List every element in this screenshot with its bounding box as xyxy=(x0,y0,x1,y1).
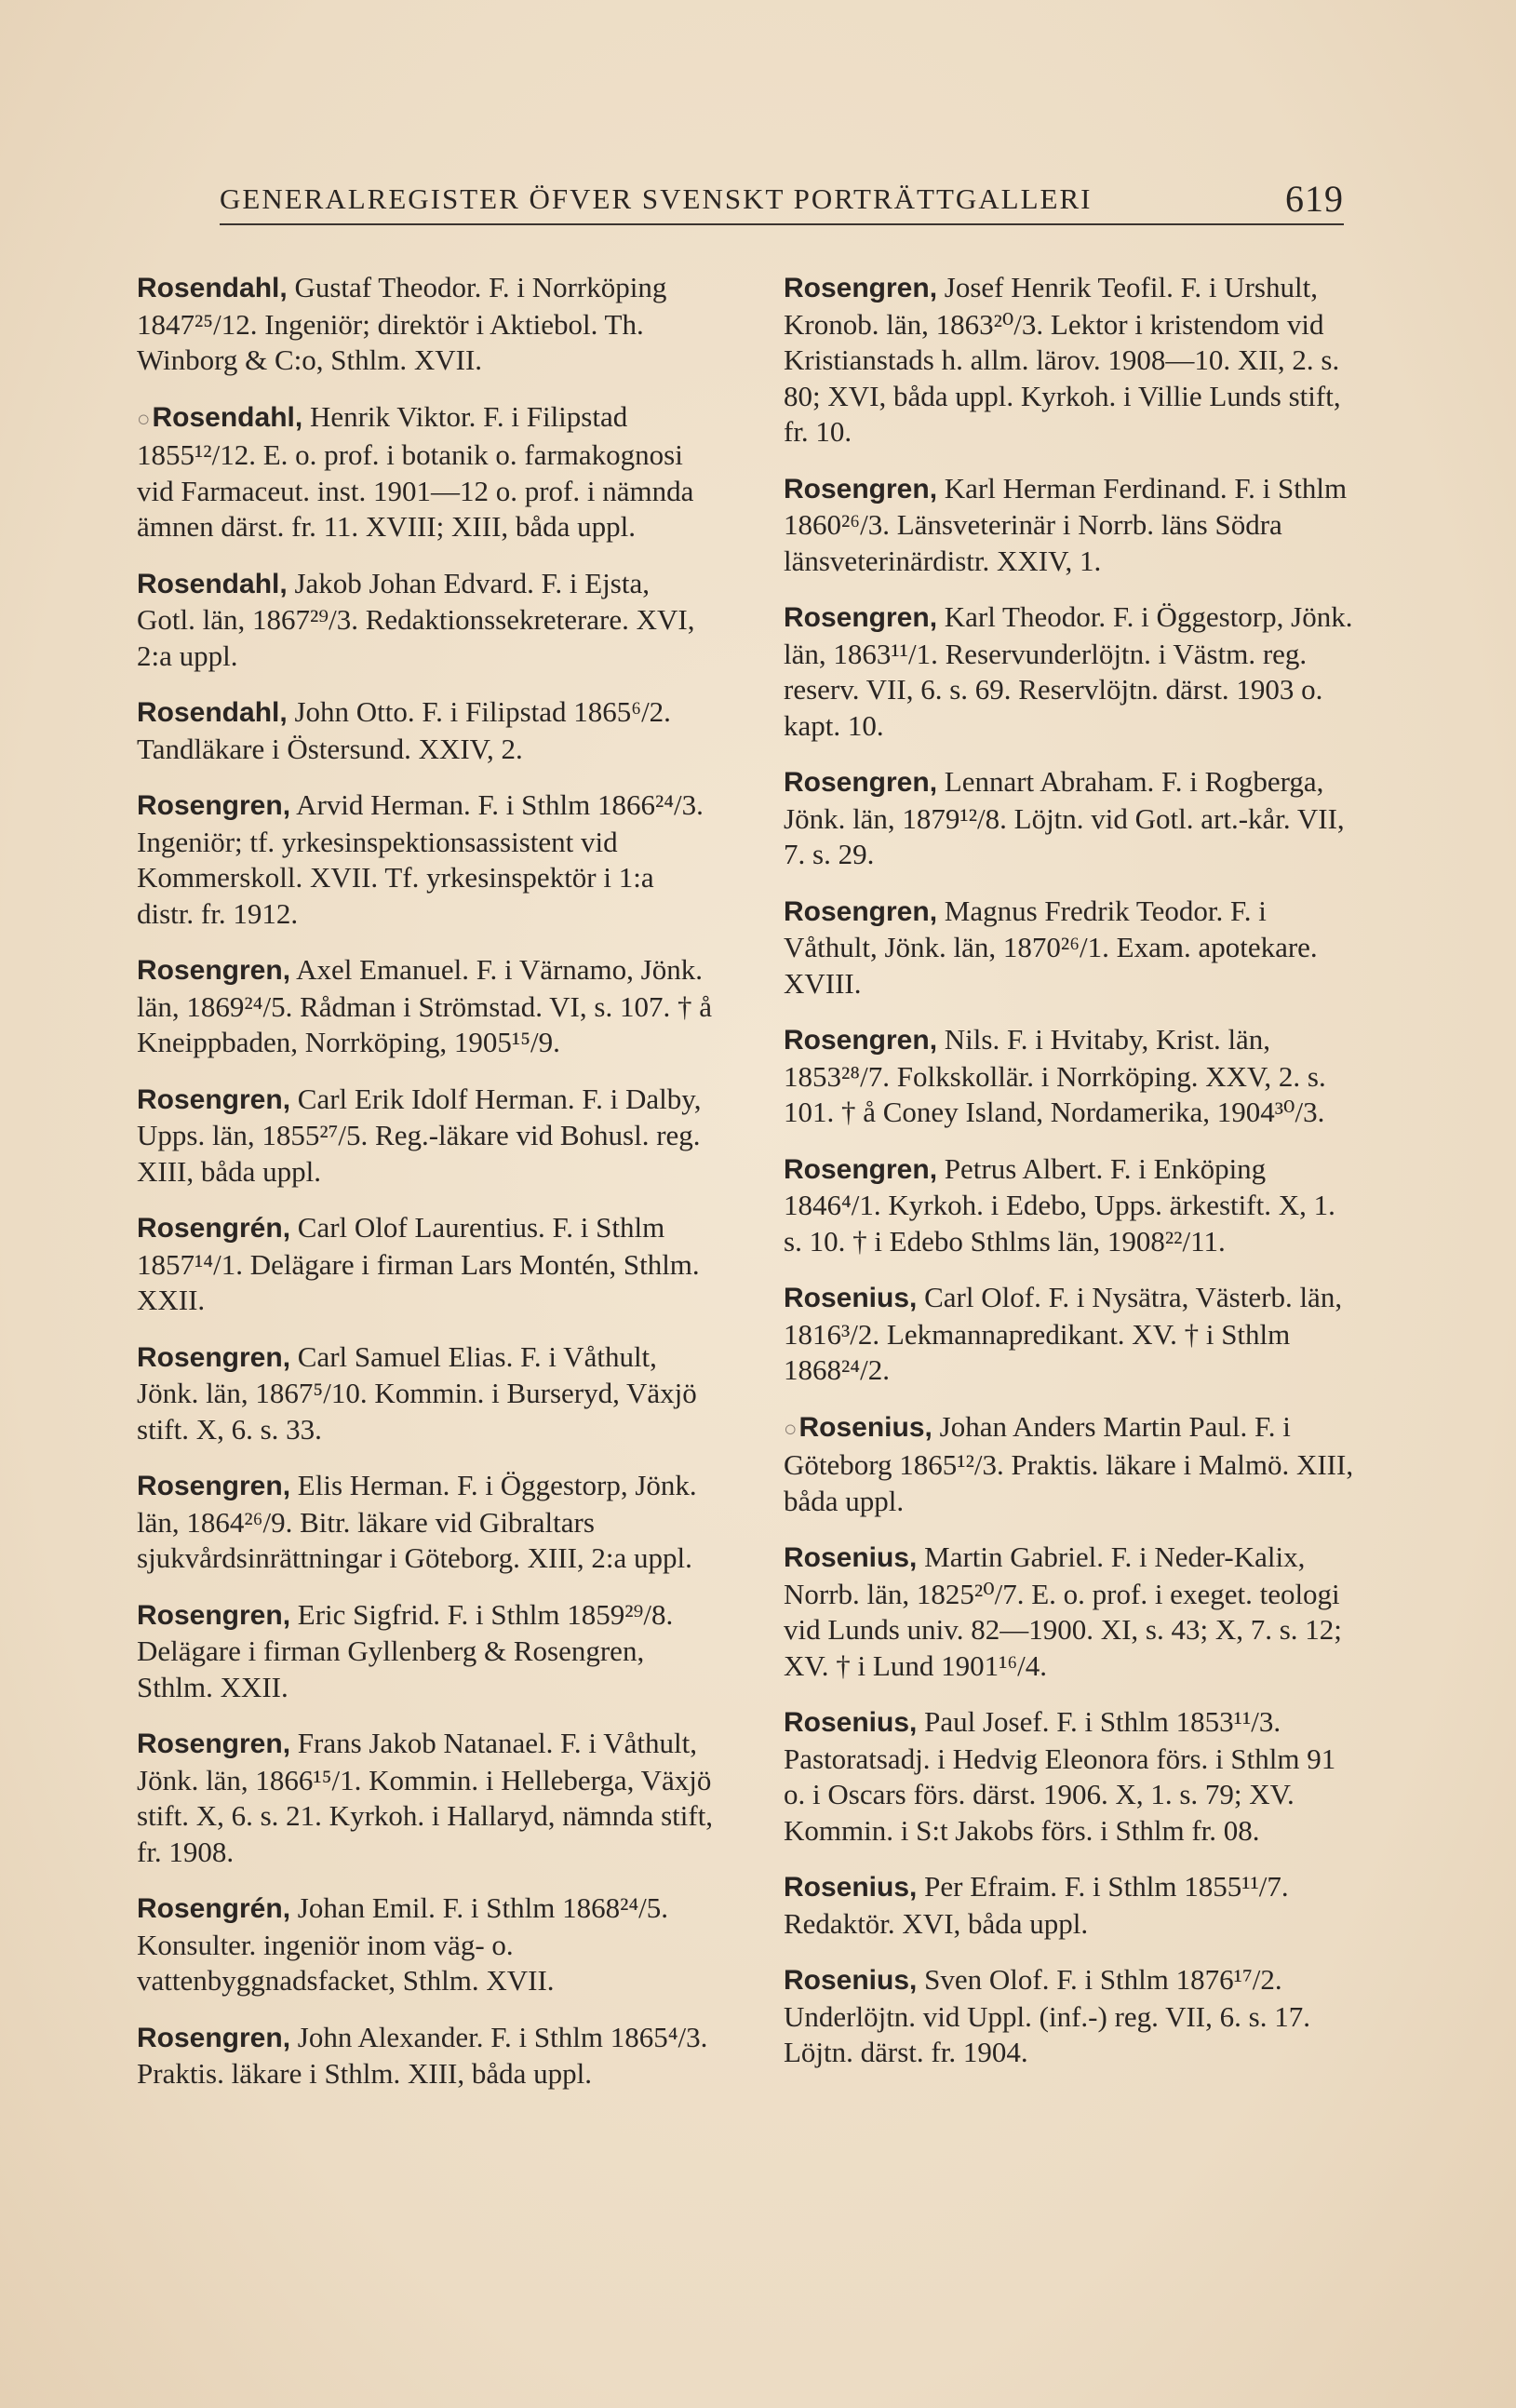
register-entry xyxy=(137,952,714,1061)
entry-surname: Rosengren, xyxy=(137,1083,291,1115)
entry-text: John Otto. F. i Filipstad 1865⁶/2. Tandläkare i Östersund. XXIV, 2. xyxy=(137,695,671,765)
entry-surname: Rosenius, xyxy=(784,1707,918,1738)
entry-text: Karl Theodor. F. i Öggestorp, Jönk. län, 1863¹¹/1. Reservunderlöjtn. i Västm. reg. reserv. VII, 6. s. 69. Reservlöjtn. därst. 1903 o. kapt. 10. xyxy=(784,600,1353,742)
entry-text: Henrik Viktor. F. i Filipstad 1855¹²/12. E. o. prof. i botanik o. farmakognosi vid Farmaceut. inst. 1901—12 o. prof. i nämnda ämnen därst. fr. 11. XVIII; XIII, båda uppl. xyxy=(137,399,694,543)
register-entry xyxy=(784,1869,1361,1942)
register-entry xyxy=(784,764,1361,873)
entry-text: Johan Anders Martin Paul. F. i Göteborg 1865¹²/3. Praktis. läkare i Malmö. XIII, båda uppl. xyxy=(784,1409,1354,1517)
entry-surname: Rosengren, xyxy=(784,895,938,927)
entry-surname: Rosenius, xyxy=(784,1542,918,1573)
entry-surname: Rosengren, xyxy=(137,2022,291,2053)
entry-text: Carl Erik Idolf Herman. F. i Dalby, Upps. län, 1855²⁷/5. Reg.-läkare vid Bohusl. reg. XIII, båda uppl. xyxy=(137,1082,702,1188)
entry-text: Paul Josef. F. i Sthlm 1853¹¹/3. Pastoratsadj. i Hedvig Eleonora förs. i Sthlm 91 o. i Oscars förs. därst. 1906. X, 1. s. 79; XV. Kommin. i S:t Jakobs förs. i Sthlm fr. 08. xyxy=(784,1705,1336,1847)
register-entry xyxy=(137,694,714,767)
entry-text: Petrus Albert. F. i Enköping 1846⁴/1. Kyrkoh. i Edebo, Upps. ärkestift. X, 1. s. 10. † i Edebo Sthlms län, 1908²²/11. xyxy=(784,1151,1335,1258)
register-entry xyxy=(784,599,1361,744)
register-entry xyxy=(784,270,1361,451)
register-entry xyxy=(137,2020,714,2092)
entry-surname: Rosendahl, xyxy=(137,697,288,728)
entry-surname: Rosengrén, xyxy=(137,1893,291,1924)
entry-surname: Rosendahl, xyxy=(137,273,288,303)
entry-text: Elis Herman. F. i Öggestorp, Jönk. län, 1864²⁶/9. Bitr. läkare vid Gibraltars sjukvårdsinrättningar i Göteborg. XIII, 2:a uppl. xyxy=(137,1469,697,1574)
entry-text: Carl Olof Laurentius. F. i Sthlm 1857¹⁴/1. Delägare i firman Lars Montén, Sthlm. XXII. xyxy=(137,1211,700,1316)
entry-text: Arvid Herman. F. i Sthlm 1866²⁴/3. Ingeniör; tf. yrkesinspektionsassistent vid Kommerskoll. XVII. Tf. yrkesinspektör i 1:a distr. fr. 1912. xyxy=(137,788,704,930)
entry-surname: Rosengren, xyxy=(784,1153,938,1185)
entry-text: Gustaf Theodor. F. i Norrköping 1847²⁵/12. Ingeniör; direktör i Aktiebol. Th. Winborg & C:o, Sthlm. XVII. xyxy=(137,271,667,376)
register-entry xyxy=(137,1597,714,1706)
entry-text: Lennart Abraham. F. i Rogberga, Jönk. län, 1879¹²/8. Löjtn. vid Gotl. art.-kår. VII, 7. s. 29. xyxy=(784,765,1345,870)
entry-surname: Rosenius, xyxy=(784,1965,918,1996)
register-entry xyxy=(137,1726,714,1870)
margin-mark: ○ xyxy=(784,1417,798,1442)
register-entry xyxy=(137,270,714,379)
entry-surname: Rosengren, xyxy=(137,1471,291,1501)
register-entry xyxy=(137,1339,714,1448)
register-entry xyxy=(784,1022,1361,1131)
register-entry xyxy=(137,566,714,675)
entry-surname: Rosengren, xyxy=(784,273,938,303)
register-entry xyxy=(784,1962,1361,2071)
margin-mark: ○ xyxy=(137,407,151,432)
register-entry xyxy=(784,1151,1361,1260)
entry-text: Karl Herman Ferdinand. F. i Sthlm 1860²⁶/3. Länsveterinär i Norrb. läns Södra länsveterinärdistr. XXIV, 1. xyxy=(784,471,1348,577)
entry-surname: Rosengren, xyxy=(784,473,938,504)
page-number: 619 xyxy=(1285,178,1344,220)
entry-text: Eric Sigfrid. F. i Sthlm 1859²⁹/8. Delägare i firman Gyllenberg & Rosengren, Sthlm. XXII. xyxy=(137,1597,674,1703)
entry-surname: Rosengren, xyxy=(137,1729,291,1759)
header-rule xyxy=(220,223,1344,225)
entry-text: John Alexander. F. i Sthlm 1865⁴/3. Praktis. läkare i Sthlm. XIII, båda uppl. xyxy=(137,2020,708,2090)
register-entry xyxy=(137,399,714,545)
register-entry xyxy=(137,787,714,932)
entry-text: Per Efraim. F. i Sthlm 1855¹¹/7. Redaktör. XVI, båda uppl. xyxy=(784,1870,1289,1940)
entry-text: Nils. F. i Hvitaby, Krist. län, 1853²⁸/7. Folkskollär. i Norrköping. XXV, 2. s. 101. † å Coney Island, Nordamerika, 1904³⁰/3. xyxy=(784,1023,1326,1128)
register-entry xyxy=(137,1082,714,1191)
register-entry xyxy=(784,894,1361,1002)
entry-text: Sven Olof. F. i Sthlm 1876¹⁷/2. Underlöjtn. vid Uppl. (inf.-) reg. VII, 6. s. 17. Löjtn. därst. fr. 1904. xyxy=(784,1963,1310,2068)
entry-text: Jakob Johan Edvard. F. i Ejsta, Gotl. län, 1867²⁹/3. Redaktionssekreterare. XVI, 2:a uppl. xyxy=(137,566,695,672)
entry-text: Carl Olof. F. i Nysätra, Västerb. län, 1816³/2. Lekmannapredikant. XV. † i Sthlm 1868²⁴/2. xyxy=(784,1281,1343,1386)
running-header xyxy=(220,178,1344,229)
register-entry xyxy=(137,1210,714,1319)
entry-text: Frans Jakob Natanael. F. i Våthult, Jönk. län, 1866¹⁵/1. Kommin. i Helleberga, Växjö stift. X, 6. s. 21. Kyrkoh. i Hallaryd, nämnda stift, fr. 1908. xyxy=(137,1727,714,1868)
entry-text: Magnus Fredrik Teodor. F. i Våthult, Jönk. län, 1870²⁶/1. Exam. apotekare. XVIII. xyxy=(784,894,1318,1000)
register-entry xyxy=(784,471,1361,580)
entry-surname: Rosengren, xyxy=(784,1025,938,1056)
register-entry xyxy=(784,1409,1361,1520)
register-entry xyxy=(784,1280,1361,1389)
register-entry xyxy=(137,1890,714,1999)
entry-text: Axel Emanuel. F. i Värnamo, Jönk. län, 1869²⁴/5. Rådman i Strömstad. VI, s. 107. † å Kneippbaden, Norrköping, 1905¹⁵/9. xyxy=(137,953,712,1058)
entry-surname: Rosengren, xyxy=(784,767,938,798)
entry-surname: Rosengren, xyxy=(784,602,938,633)
entry-surname: Rosenius, xyxy=(784,1872,918,1903)
register-entry xyxy=(137,1468,714,1577)
entry-text: Josef Henrik Teofil. F. i Urshult, Kronob. län, 1863²⁰/3. Lektor i kristendom vid Kristianstads h. allm. lärov. 1908—10. XII, 2. s. 80; XVI, båda uppl. Kyrkoh. i Villie Lunds stift, fr. 10. xyxy=(784,271,1341,448)
entry-surname: Rosengrén, xyxy=(137,1213,291,1244)
entry-surname: Rosendahl, xyxy=(137,568,288,599)
entry-surname: Rosengren, xyxy=(137,790,291,821)
entry-surname: Rosenius, xyxy=(784,1283,918,1313)
entry-surname: Rosengren, xyxy=(137,1599,291,1631)
entry-surname: Rosengren, xyxy=(137,955,291,986)
left-column xyxy=(137,270,714,2113)
right-column xyxy=(784,270,1361,2092)
entry-surname: Rosendahl, xyxy=(152,401,303,433)
register-entry xyxy=(784,1540,1361,1684)
running-title: GENERALREGISTER ÖFVER SVENSKT PORTRÄTTGALLERI xyxy=(220,182,1093,215)
entry-text: Carl Samuel Elias. F. i Våthult, Jönk. län, 1867⁵/10. Kommin. i Burseryd, Växjö stift. X, 6. s. 33. xyxy=(137,1339,697,1446)
entry-surname: Rosenius, xyxy=(798,1411,932,1443)
entry-text: Johan Emil. F. i Sthlm 1868²⁴/5. Konsulter. ingeniör inom väg- o. vattenbyggnadsfacket, Sthlm. XVII. xyxy=(137,1891,669,1997)
register-entry xyxy=(784,1704,1361,1849)
entry-text: Martin Gabriel. F. i Neder-Kalix, Norrb. län, 1825²⁰/7. E. o. prof. i exeget. teologi vid Lunds univ. 82—1900. XI, s. 43; X, 7. s. 12; XV. † i Lund 1901¹⁶/4. xyxy=(784,1540,1342,1682)
entry-surname: Rosengren, xyxy=(137,1341,291,1373)
